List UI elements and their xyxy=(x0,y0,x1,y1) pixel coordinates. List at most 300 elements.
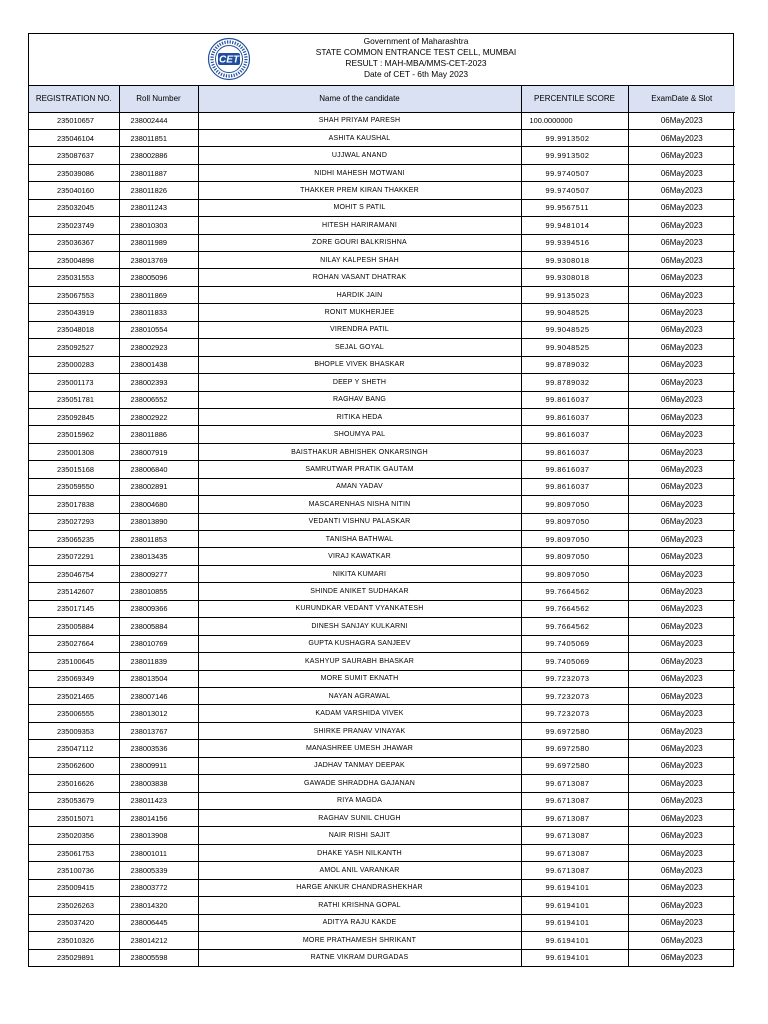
percentile-score-cell: 99.6713087 xyxy=(521,775,628,792)
table-row xyxy=(29,827,735,844)
percentile-score-cell: 99.8616037 xyxy=(521,478,628,495)
roll-number-cell: 238005884 xyxy=(119,618,198,635)
table-row xyxy=(29,653,735,670)
roll-number-cell: 238006552 xyxy=(119,391,198,408)
table-row xyxy=(29,199,735,216)
candidate-name-cell: NILAY KALPESH SHAH xyxy=(198,252,521,269)
exam-date-slot-cell: 06May2023 xyxy=(628,740,735,757)
roll-number-cell: 238011839 xyxy=(119,653,198,670)
percentile-score-cell: 99.8616037 xyxy=(521,408,628,425)
column-header-registration: REGISTRATION NO. xyxy=(29,86,119,112)
percentile-score-cell: 99.9913502 xyxy=(521,129,628,146)
roll-number-cell: 238005598 xyxy=(119,949,198,966)
registration-no-cell: 235092845 xyxy=(29,408,119,425)
registration-no-cell: 235036367 xyxy=(29,234,119,251)
registration-no-cell: 235031553 xyxy=(29,269,119,286)
column-header-roll-number: Roll Number xyxy=(119,86,198,112)
table-row xyxy=(29,844,735,861)
column-header-candidate-name: Name of the candidate xyxy=(198,86,521,112)
candidate-name-cell: DEEP Y SHETH xyxy=(198,374,521,391)
table-row xyxy=(29,426,735,443)
roll-number-cell: 238010303 xyxy=(119,217,198,234)
table-row xyxy=(29,304,735,321)
roll-number-cell: 238013890 xyxy=(119,513,198,530)
roll-number-cell: 238011886 xyxy=(119,426,198,443)
candidate-name-cell: RATHI KRISHNA GOPAL xyxy=(198,897,521,914)
exam-date-slot-cell: 06May2023 xyxy=(628,583,735,600)
exam-date-slot-cell: 06May2023 xyxy=(628,565,735,582)
candidate-name-cell: MORE SUMIT EKNATH xyxy=(198,670,521,687)
exam-date-slot-cell: 06May2023 xyxy=(628,635,735,652)
exam-date-slot-cell: 06May2023 xyxy=(628,548,735,565)
candidate-name-cell: RAGHAV BANG xyxy=(198,391,521,408)
exam-date-slot-cell: 06May2023 xyxy=(628,757,735,774)
roll-number-cell: 238007919 xyxy=(119,443,198,460)
exam-date-slot-cell: 06May2023 xyxy=(628,129,735,146)
result-sheet xyxy=(28,33,734,967)
candidate-name-cell: SHINDE ANIKET SUDHAKAR xyxy=(198,583,521,600)
percentile-score-cell: 99.9567511 xyxy=(521,199,628,216)
exam-date-slot-cell: 06May2023 xyxy=(628,443,735,460)
registration-no-cell: 235010657 xyxy=(29,112,119,129)
candidate-name-cell: NAYAN AGRAWAL xyxy=(198,687,521,704)
registration-no-cell: 235142607 xyxy=(29,583,119,600)
candidate-name-cell: MANASHREE UMESH JHAWAR xyxy=(198,740,521,757)
table-row xyxy=(29,949,735,966)
percentile-score-cell: 99.8097050 xyxy=(521,565,628,582)
roll-number-cell: 238002444 xyxy=(119,112,198,129)
registration-no-cell: 235021465 xyxy=(29,687,119,704)
government-line: Government of Maharashtra xyxy=(363,36,469,46)
registration-no-cell: 235020356 xyxy=(29,827,119,844)
candidate-name-cell: VIRENDRA PATIL xyxy=(198,321,521,338)
percentile-score-cell: 99.9740507 xyxy=(521,182,628,199)
roll-number-cell: 238002923 xyxy=(119,339,198,356)
roll-number-cell: 238009277 xyxy=(119,565,198,582)
registration-no-cell: 235039086 xyxy=(29,164,119,181)
percentile-score-cell: 99.8616037 xyxy=(521,443,628,460)
registration-no-cell: 235067553 xyxy=(29,286,119,303)
registration-no-cell: 235048018 xyxy=(29,321,119,338)
table-row xyxy=(29,810,735,827)
percentile-score-cell: 99.8097050 xyxy=(521,496,628,513)
registration-no-cell: 235004898 xyxy=(29,252,119,269)
exam-date-slot-cell: 06May2023 xyxy=(628,182,735,199)
table-row xyxy=(29,252,735,269)
percentile-score-cell: 99.8616037 xyxy=(521,426,628,443)
table-row xyxy=(29,687,735,704)
candidate-name-cell: MORE PRATHAMESH SHRIKANT xyxy=(198,932,521,949)
registration-no-cell: 235032045 xyxy=(29,199,119,216)
roll-number-cell: 238013908 xyxy=(119,827,198,844)
roll-number-cell: 238013435 xyxy=(119,548,198,565)
percentile-score-cell: 99.9394516 xyxy=(521,234,628,251)
column-header-exam-date: ExamDate & Slot xyxy=(628,86,735,112)
table-row xyxy=(29,356,735,373)
table-row xyxy=(29,391,735,408)
percentile-score-cell: 99.6713087 xyxy=(521,862,628,879)
exam-date-slot-cell: 06May2023 xyxy=(628,112,735,129)
candidate-name-cell: ROHAN VASANT DHATRAK xyxy=(198,269,521,286)
exam-date-slot-cell: 06May2023 xyxy=(628,722,735,739)
roll-number-cell: 238001011 xyxy=(119,844,198,861)
percentile-score-cell: 99.6713087 xyxy=(521,827,628,844)
registration-no-cell: 235069349 xyxy=(29,670,119,687)
registration-no-cell: 235009415 xyxy=(29,879,119,896)
table-row xyxy=(29,670,735,687)
exam-date-slot-cell: 06May2023 xyxy=(628,531,735,548)
percentile-score-cell: 99.6713087 xyxy=(521,844,628,861)
table-row xyxy=(29,112,735,129)
table-row xyxy=(29,775,735,792)
roll-number-cell: 238007146 xyxy=(119,687,198,704)
table-row xyxy=(29,182,735,199)
exam-date-slot-cell: 06May2023 xyxy=(628,932,735,949)
roll-number-cell: 238011869 xyxy=(119,286,198,303)
exam-date-slot-cell: 06May2023 xyxy=(628,687,735,704)
table-row xyxy=(29,339,735,356)
candidate-name-cell: SAMRUTWAR PRATIK GAUTAM xyxy=(198,461,521,478)
candidate-name-cell: KURUNDKAR VEDANT VYANKATESH xyxy=(198,600,521,617)
registration-no-cell: 235015168 xyxy=(29,461,119,478)
exam-date-slot-cell: 06May2023 xyxy=(628,705,735,722)
registration-no-cell: 235005884 xyxy=(29,618,119,635)
roll-number-cell: 238011833 xyxy=(119,304,198,321)
percentile-score-cell: 99.9135023 xyxy=(521,286,628,303)
candidate-name-cell: ASHITA KAUSHAL xyxy=(198,129,521,146)
table-row xyxy=(29,862,735,879)
table-row xyxy=(29,740,735,757)
table-row xyxy=(29,461,735,478)
roll-number-cell: 238013012 xyxy=(119,705,198,722)
exam-date-slot-cell: 06May2023 xyxy=(628,234,735,251)
candidate-name-cell: MOHIT S PATIL xyxy=(198,199,521,216)
roll-number-cell: 238005339 xyxy=(119,862,198,879)
percentile-score-cell: 99.7232073 xyxy=(521,670,628,687)
registration-no-cell: 235015071 xyxy=(29,810,119,827)
table-row xyxy=(29,792,735,809)
registration-no-cell: 235001308 xyxy=(29,443,119,460)
results-table xyxy=(29,86,735,966)
candidate-name-cell: KADAM VARSHIDA VIVEK xyxy=(198,705,521,722)
percentile-score-cell: 99.7232073 xyxy=(521,705,628,722)
exam-date-slot-cell: 06May2023 xyxy=(628,304,735,321)
exam-date-slot-cell: 06May2023 xyxy=(628,217,735,234)
candidate-name-cell: SHOUMYA PAL xyxy=(198,426,521,443)
candidate-name-cell: DINESH SANJAY KULKARNI xyxy=(198,618,521,635)
candidate-name-cell: HARDIK JAIN xyxy=(198,286,521,303)
candidate-name-cell: HARGE ANKUR CHANDRASHEKHAR xyxy=(198,879,521,896)
registration-no-cell: 235046104 xyxy=(29,129,119,146)
roll-number-cell: 238002922 xyxy=(119,408,198,425)
registration-no-cell: 235016626 xyxy=(29,775,119,792)
exam-date-slot-cell: 06May2023 xyxy=(628,600,735,617)
table-row xyxy=(29,129,735,146)
exam-date-slot-cell: 06May2023 xyxy=(628,286,735,303)
candidate-name-cell: THAKKER PREM KIRAN THAKKER xyxy=(198,182,521,199)
table-row xyxy=(29,548,735,565)
table-body xyxy=(29,112,735,966)
roll-number-cell: 238014156 xyxy=(119,810,198,827)
percentile-score-cell: 99.6194101 xyxy=(521,914,628,931)
table-row xyxy=(29,478,735,495)
registration-no-cell: 235017838 xyxy=(29,496,119,513)
exam-date-slot-cell: 06May2023 xyxy=(628,408,735,425)
percentile-score-cell: 99.7405069 xyxy=(521,653,628,670)
roll-number-cell: 238003838 xyxy=(119,775,198,792)
percentile-score-cell: 99.8616037 xyxy=(521,391,628,408)
exam-date-slot-cell: 06May2023 xyxy=(628,356,735,373)
candidate-name-cell: JADHAV TANMAY DEEPAK xyxy=(198,757,521,774)
registration-no-cell: 235040160 xyxy=(29,182,119,199)
registration-no-cell: 235092527 xyxy=(29,339,119,356)
roll-number-cell: 238011423 xyxy=(119,792,198,809)
candidate-name-cell: NIDHI MAHESH MOTWANI xyxy=(198,164,521,181)
registration-no-cell: 235062600 xyxy=(29,757,119,774)
table-row xyxy=(29,583,735,600)
registration-no-cell: 235001173 xyxy=(29,374,119,391)
percentile-score-cell: 99.7664562 xyxy=(521,618,628,635)
exam-date-slot-cell: 06May2023 xyxy=(628,653,735,670)
candidate-name-cell: SEJAL GOYAL xyxy=(198,339,521,356)
roll-number-cell: 238010769 xyxy=(119,635,198,652)
percentile-score-cell: 99.6972580 xyxy=(521,740,628,757)
exam-date-slot-cell: 06May2023 xyxy=(628,374,735,391)
registration-no-cell: 235072291 xyxy=(29,548,119,565)
table-row xyxy=(29,513,735,530)
roll-number-cell: 238003536 xyxy=(119,740,198,757)
candidate-name-cell: RATNE VIKRAM DURGADAS xyxy=(198,949,521,966)
exam-date-slot-cell: 06May2023 xyxy=(628,862,735,879)
percentile-score-cell: 99.9048525 xyxy=(521,321,628,338)
cet-date-line: Date of CET - 6th May 2023 xyxy=(363,69,469,79)
registration-no-cell: 235027293 xyxy=(29,513,119,530)
registration-no-cell: 235087637 xyxy=(29,147,119,164)
registration-no-cell: 235017145 xyxy=(29,600,119,617)
registration-no-cell: 235043919 xyxy=(29,304,119,321)
candidate-name-cell: SHIRKE PRANAV VINAYAK xyxy=(198,722,521,739)
candidate-name-cell: TANISHA BATHWAL xyxy=(198,531,521,548)
registration-no-cell: 235100645 xyxy=(29,653,119,670)
registration-no-cell: 235046754 xyxy=(29,565,119,582)
roll-number-cell: 238011851 xyxy=(119,129,198,146)
candidate-name-cell: SHAH PRIYAM PARESH xyxy=(198,112,521,129)
registration-no-cell: 235100736 xyxy=(29,862,119,879)
table-row xyxy=(29,164,735,181)
candidate-name-cell: UJJWAL ANAND xyxy=(198,147,521,164)
percentile-score-cell: 99.9308018 xyxy=(521,269,628,286)
registration-no-cell: 235023749 xyxy=(29,217,119,234)
candidate-name-cell: NAIR RISHI SAJIT xyxy=(198,827,521,844)
roll-number-cell: 238013504 xyxy=(119,670,198,687)
registration-no-cell: 235009353 xyxy=(29,722,119,739)
percentile-score-cell: 99.6194101 xyxy=(521,879,628,896)
exam-date-slot-cell: 06May2023 xyxy=(628,897,735,914)
roll-number-cell: 238002393 xyxy=(119,374,198,391)
percentile-score-cell: 99.8097050 xyxy=(521,531,628,548)
exam-date-slot-cell: 06May2023 xyxy=(628,844,735,861)
table-row xyxy=(29,234,735,251)
exam-date-slot-cell: 06May2023 xyxy=(628,339,735,356)
candidate-name-cell: NIKITA KUMARI xyxy=(198,565,521,582)
candidate-name-cell: BHOPLE VIVEK BHASKAR xyxy=(198,356,521,373)
percentile-score-cell: 99.6972580 xyxy=(521,722,628,739)
registration-no-cell: 235029891 xyxy=(29,949,119,966)
exam-date-slot-cell: 06May2023 xyxy=(628,513,735,530)
candidate-name-cell: KASHYUP SAURABH BHASKAR xyxy=(198,653,521,670)
table-row xyxy=(29,879,735,896)
exam-date-slot-cell: 06May2023 xyxy=(628,321,735,338)
percentile-score-cell: 99.9740507 xyxy=(521,164,628,181)
candidate-name-cell: RIYA MAGDA xyxy=(198,792,521,809)
candidate-name-cell: ADITYA RAJU KAKDE xyxy=(198,914,521,931)
percentile-score-cell: 99.7664562 xyxy=(521,600,628,617)
percentile-score-cell: 99.8789032 xyxy=(521,374,628,391)
roll-number-cell: 238010554 xyxy=(119,321,198,338)
candidate-name-cell: BAISTHAKUR ABHISHEK ONKARSINGH xyxy=(198,443,521,460)
table-row xyxy=(29,705,735,722)
roll-number-cell: 238011887 xyxy=(119,164,198,181)
percentile-score-cell: 99.6713087 xyxy=(521,792,628,809)
roll-number-cell: 238013769 xyxy=(119,252,198,269)
roll-number-cell: 238014320 xyxy=(119,897,198,914)
exam-date-slot-cell: 06May2023 xyxy=(628,949,735,966)
exam-date-slot-cell: 06May2023 xyxy=(628,792,735,809)
exam-date-slot-cell: 06May2023 xyxy=(628,827,735,844)
column-header-percentile: PERCENTILE SCORE xyxy=(521,86,628,112)
percentile-score-cell: 99.9481014 xyxy=(521,217,628,234)
roll-number-cell: 238014212 xyxy=(119,932,198,949)
roll-number-cell: 238005096 xyxy=(119,269,198,286)
table-header-row xyxy=(29,86,735,112)
percentile-score-cell: 99.9308018 xyxy=(521,252,628,269)
roll-number-cell: 238011853 xyxy=(119,531,198,548)
exam-date-slot-cell: 06May2023 xyxy=(628,199,735,216)
candidate-name-cell: VIRAJ KAWATKAR xyxy=(198,548,521,565)
registration-no-cell: 235047112 xyxy=(29,740,119,757)
registration-no-cell: 235051781 xyxy=(29,391,119,408)
roll-number-cell: 238009911 xyxy=(119,757,198,774)
candidate-name-cell: MASCARENHAS NISHA NITIN xyxy=(198,496,521,513)
exam-date-slot-cell: 06May2023 xyxy=(628,618,735,635)
registration-no-cell: 235010326 xyxy=(29,932,119,949)
exam-date-slot-cell: 06May2023 xyxy=(628,914,735,931)
exam-date-slot-cell: 06May2023 xyxy=(628,252,735,269)
roll-number-cell: 238011243 xyxy=(119,199,198,216)
exam-date-slot-cell: 06May2023 xyxy=(628,879,735,896)
roll-number-cell: 238011826 xyxy=(119,182,198,199)
registration-no-cell: 235059550 xyxy=(29,478,119,495)
table-row xyxy=(29,374,735,391)
percentile-score-cell: 99.8097050 xyxy=(521,548,628,565)
roll-number-cell: 238011989 xyxy=(119,234,198,251)
exam-date-slot-cell: 06May2023 xyxy=(628,478,735,495)
table-row xyxy=(29,496,735,513)
percentile-score-cell: 100.0000000 xyxy=(521,112,628,129)
percentile-score-cell: 99.6713087 xyxy=(521,810,628,827)
candidate-name-cell: HITESH HARIRAMANI xyxy=(198,217,521,234)
table-row xyxy=(29,914,735,931)
roll-number-cell: 238013767 xyxy=(119,722,198,739)
table-row xyxy=(29,408,735,425)
candidate-name-cell: AMOL ANIL VARANKAR xyxy=(198,862,521,879)
table-row xyxy=(29,600,735,617)
table-row xyxy=(29,897,735,914)
table-row xyxy=(29,565,735,582)
registration-no-cell: 235037420 xyxy=(29,914,119,931)
candidate-name-cell: GAWADE SHRADDHA GAJANAN xyxy=(198,775,521,792)
table-row xyxy=(29,618,735,635)
percentile-score-cell: 99.9048525 xyxy=(521,339,628,356)
candidate-name-cell: RAGHAV SUNIL CHUGH xyxy=(198,810,521,827)
candidate-name-cell: VEDANTI VISHNU PALASKAR xyxy=(198,513,521,530)
exam-date-slot-cell: 06May2023 xyxy=(628,269,735,286)
table-row xyxy=(29,932,735,949)
roll-number-cell: 238002891 xyxy=(119,478,198,495)
roll-number-cell: 238006840 xyxy=(119,461,198,478)
percentile-score-cell: 99.8789032 xyxy=(521,356,628,373)
roll-number-cell: 238009366 xyxy=(119,600,198,617)
table-row xyxy=(29,217,735,234)
registration-no-cell: 235006555 xyxy=(29,705,119,722)
table-row xyxy=(29,722,735,739)
candidate-name-cell: AMAN YADAV xyxy=(198,478,521,495)
percentile-score-cell: 99.9048525 xyxy=(521,304,628,321)
roll-number-cell: 238010855 xyxy=(119,583,198,600)
result-title: RESULT : MAH-MBA/MMS-CET-2023 xyxy=(345,58,487,68)
roll-number-cell: 238001438 xyxy=(119,356,198,373)
exam-date-slot-cell: 06May2023 xyxy=(628,147,735,164)
table-row xyxy=(29,269,735,286)
percentile-score-cell: 99.7232073 xyxy=(521,687,628,704)
registration-no-cell: 235027664 xyxy=(29,635,119,652)
percentile-score-cell: 99.9913502 xyxy=(521,147,628,164)
roll-number-cell: 238002886 xyxy=(119,147,198,164)
percentile-score-cell: 99.6194101 xyxy=(521,932,628,949)
registration-no-cell: 235053679 xyxy=(29,792,119,809)
registration-no-cell: 235065235 xyxy=(29,531,119,548)
registration-no-cell: 235026263 xyxy=(29,897,119,914)
document-header xyxy=(29,34,733,86)
exam-date-slot-cell: 06May2023 xyxy=(628,810,735,827)
exam-date-slot-cell: 06May2023 xyxy=(628,775,735,792)
exam-date-slot-cell: 06May2023 xyxy=(628,670,735,687)
roll-number-cell: 238004680 xyxy=(119,496,198,513)
table-row xyxy=(29,321,735,338)
exam-date-slot-cell: 06May2023 xyxy=(628,164,735,181)
roll-number-cell: 238006445 xyxy=(119,914,198,931)
roll-number-cell: 238003772 xyxy=(119,879,198,896)
svg-text:CET: CET xyxy=(219,54,239,66)
percentile-score-cell: 99.7405069 xyxy=(521,635,628,652)
percentile-score-cell: 99.7664562 xyxy=(521,583,628,600)
exam-date-slot-cell: 06May2023 xyxy=(628,461,735,478)
exam-date-slot-cell: 06May2023 xyxy=(628,391,735,408)
table-row xyxy=(29,531,735,548)
percentile-score-cell: 99.6194101 xyxy=(521,897,628,914)
table-row xyxy=(29,635,735,652)
candidate-name-cell: RONIT MUKHERJEE xyxy=(198,304,521,321)
table-row xyxy=(29,443,735,460)
exam-date-slot-cell: 06May2023 xyxy=(628,426,735,443)
percentile-score-cell: 99.8097050 xyxy=(521,513,628,530)
percentile-score-cell: 99.8616037 xyxy=(521,461,628,478)
registration-no-cell: 235000283 xyxy=(29,356,119,373)
candidate-name-cell: DHAKE YASH NILKANTH xyxy=(198,844,521,861)
table-row xyxy=(29,286,735,303)
percentile-score-cell: 99.6972580 xyxy=(521,757,628,774)
table-row xyxy=(29,757,735,774)
